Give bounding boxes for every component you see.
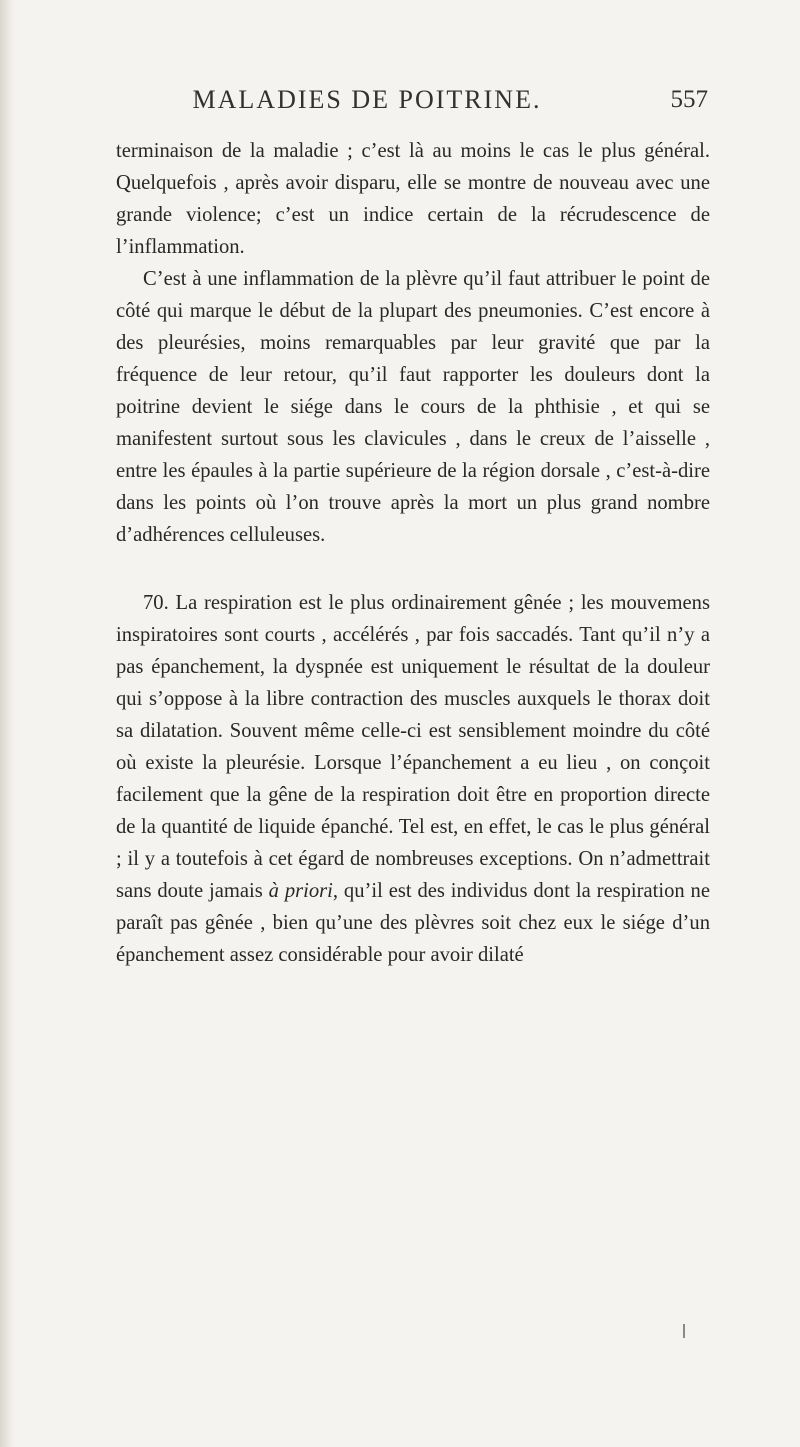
page-header bbox=[116, 84, 708, 124]
page-binding-edge bbox=[0, 0, 14, 1447]
paragraph-70-text-end: , qu’il est des individus dont la respiration ne paraît pas gênée , bien qu’une des plèvres soit chez eux le siége d’un épanchement assez considérable pour avoir dilaté bbox=[116, 880, 710, 966]
running-title: MALADIES DE POITRINE. bbox=[192, 85, 542, 114]
body-text bbox=[116, 135, 710, 971]
paragraph-continuation: terminaison de la maladie ; c’est là au moins le cas le plus général. Quelquefois , après avoir disparu, elle se montre de nouveau avec une grande violence; c’est un indice certain de la récrudescence de l’inflammation. bbox=[116, 140, 710, 258]
paragraph-70-text-start: 70. La respiration est le plus ordinairement gênée ; les mouvemens inspiratoires sont courts , accélérés , par fois saccadés. Tant qu’il n’y a pas épanchement, la dyspnée est uniquement le résultat de la douleur qui s’oppose à la libre contraction des muscles auxquels le thorax doit sa dilatation. Souvent même celle-ci est sensiblement moindre du côté où existe la pleurésie. Lorsque l’épanchement a eu lieu , on conçoit facilement que la gêne de la respiration doit être en proportion directe de la quantité de liquide épanché. Tel est, en effet, le cas le plus général ; il y a toutefois à cet égard de nombreuses exceptions. On n’admettrait sans doute jamais bbox=[116, 592, 710, 902]
paragraph-70-respiration bbox=[116, 587, 710, 971]
stray-ink-mark bbox=[683, 1324, 685, 1338]
page-number: 557 bbox=[670, 86, 708, 113]
italic-a-priori: à priori bbox=[268, 880, 333, 902]
paragraph-pleurisy-pain: C’est à une inflammation de la plèvre qu’il faut attribuer le point de côté qui marque le début de la plupart des pneumonies. C’est encore à des pleurésies, moins remarquables par leur gravité que par la fréquence de leur retour, qu’il faut rapporter les douleurs dont la poitrine devient le siége dans le cours de la phthisie , et qui se manifestent surtout sous les clavicules , dans le creux de l’aisselle , entre les épaules à la partie supérieure de la région dorsale , c’est-à-dire dans les points où l’on trouve après la mort un plus grand nombre d’adhérences celluleuses. bbox=[116, 268, 710, 546]
